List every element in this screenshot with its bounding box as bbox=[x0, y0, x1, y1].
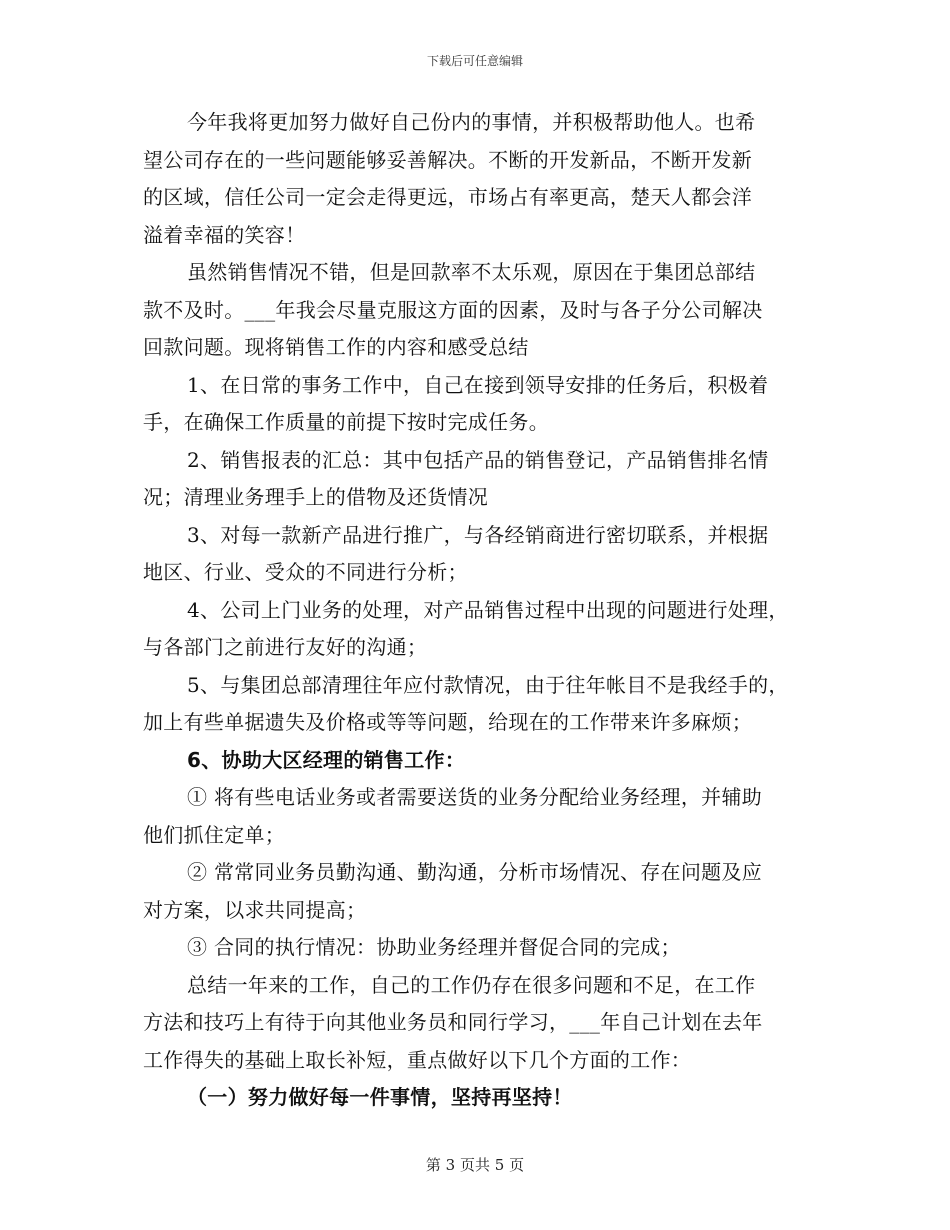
paragraph-line: 回款问题。现将销售工作的内容和感受总结 bbox=[143, 335, 529, 359]
paragraph-line: 款不及时。___年我会尽量克服这方面的因素，及时与各子分公司解决 bbox=[143, 297, 763, 322]
sub-item-line: 他们抓住定单； bbox=[143, 822, 286, 847]
list-item-line: 5、与集团总部清理往年应付款情况，由于往年帐目不是我经手的， bbox=[187, 672, 789, 697]
paragraph-line: 虽然销售情况不错，但是回款率不太乐观，原因在于集团总部结 bbox=[187, 260, 756, 284]
subsection-heading: （一）努力做好每一件事情，坚持再坚持！ bbox=[187, 1085, 573, 1109]
sub-item-line: 对方案，以求共同提高； bbox=[143, 897, 367, 922]
list-item-line: 手，在确保工作质量的前提下按时完成任务。 bbox=[143, 410, 549, 434]
paragraph-line: 的区域，信任公司一定会走得更远，市场占有率更高，楚天人都会洋 bbox=[143, 185, 752, 209]
paragraph-line: 望公司存在的一些问题能够妥善解决。不断的开发新品，不断开发新 bbox=[143, 147, 752, 172]
list-item-line: 加上有些单据遗失及价格或等等问题，给现在的工作带来许多麻烦； bbox=[143, 710, 752, 734]
list-item-line: 况；清理业务理手上的借物及还货情况 bbox=[143, 485, 489, 509]
paragraph-line: 工作得失的基础上取长补短，重点做好以下几个方面的工作： bbox=[143, 1047, 692, 1072]
document-body bbox=[143, 104, 808, 1117]
sub-item-line: ② 常常同业务员勤沟通、勤沟通，分析市场情况、存在问题及应 bbox=[187, 860, 763, 884]
paragraph-line: 今年我将更加努力做好自己份内的事情，并积极帮助他人。也希 bbox=[187, 110, 756, 134]
paragraph-line: 方法和技巧上有待于向其他业务员和同行学习，___年自己计划在去年 bbox=[143, 1010, 763, 1034]
page-footer: 第 3 页共 5 页 bbox=[425, 1156, 525, 1174]
list-item-line: 4、公司上门业务的处理，对产品销售过程中出现的问题进行处理， bbox=[187, 597, 789, 622]
paragraph-line: 溢着幸福的笑容！ bbox=[143, 222, 306, 247]
page-header: 下载后可任意编辑 bbox=[426, 54, 523, 68]
list-item-line: 地区、行业、受众的不同进行分析； bbox=[143, 560, 468, 584]
sub-item-line: ① 将有些电话业务或者需要送货的业务分配给业务经理，并辅助 bbox=[187, 785, 763, 809]
list-item-line: 1、在日常的事务工作中，自己在接到领导安排的任务后，积极着 bbox=[187, 372, 769, 397]
paragraph-line: 总结一年来的工作，自己的工作仍存在很多问题和不足，在工作 bbox=[187, 972, 756, 997]
section-heading: 6、协助大区经理的销售工作： bbox=[187, 747, 466, 772]
sub-item-line: ③ 合同的执行情况：协助业务经理并督促合同的完成； bbox=[187, 935, 681, 959]
list-item-line: 与各部门之前进行友好的沟通； bbox=[143, 635, 428, 659]
list-item-line: 3、对每一款新产品进行推广，与各经销商进行密切联系，并根据 bbox=[187, 522, 769, 547]
list-item-line: 2、销售报表的汇总：其中包括产品的销售登记，产品销售排名情 bbox=[187, 447, 769, 472]
